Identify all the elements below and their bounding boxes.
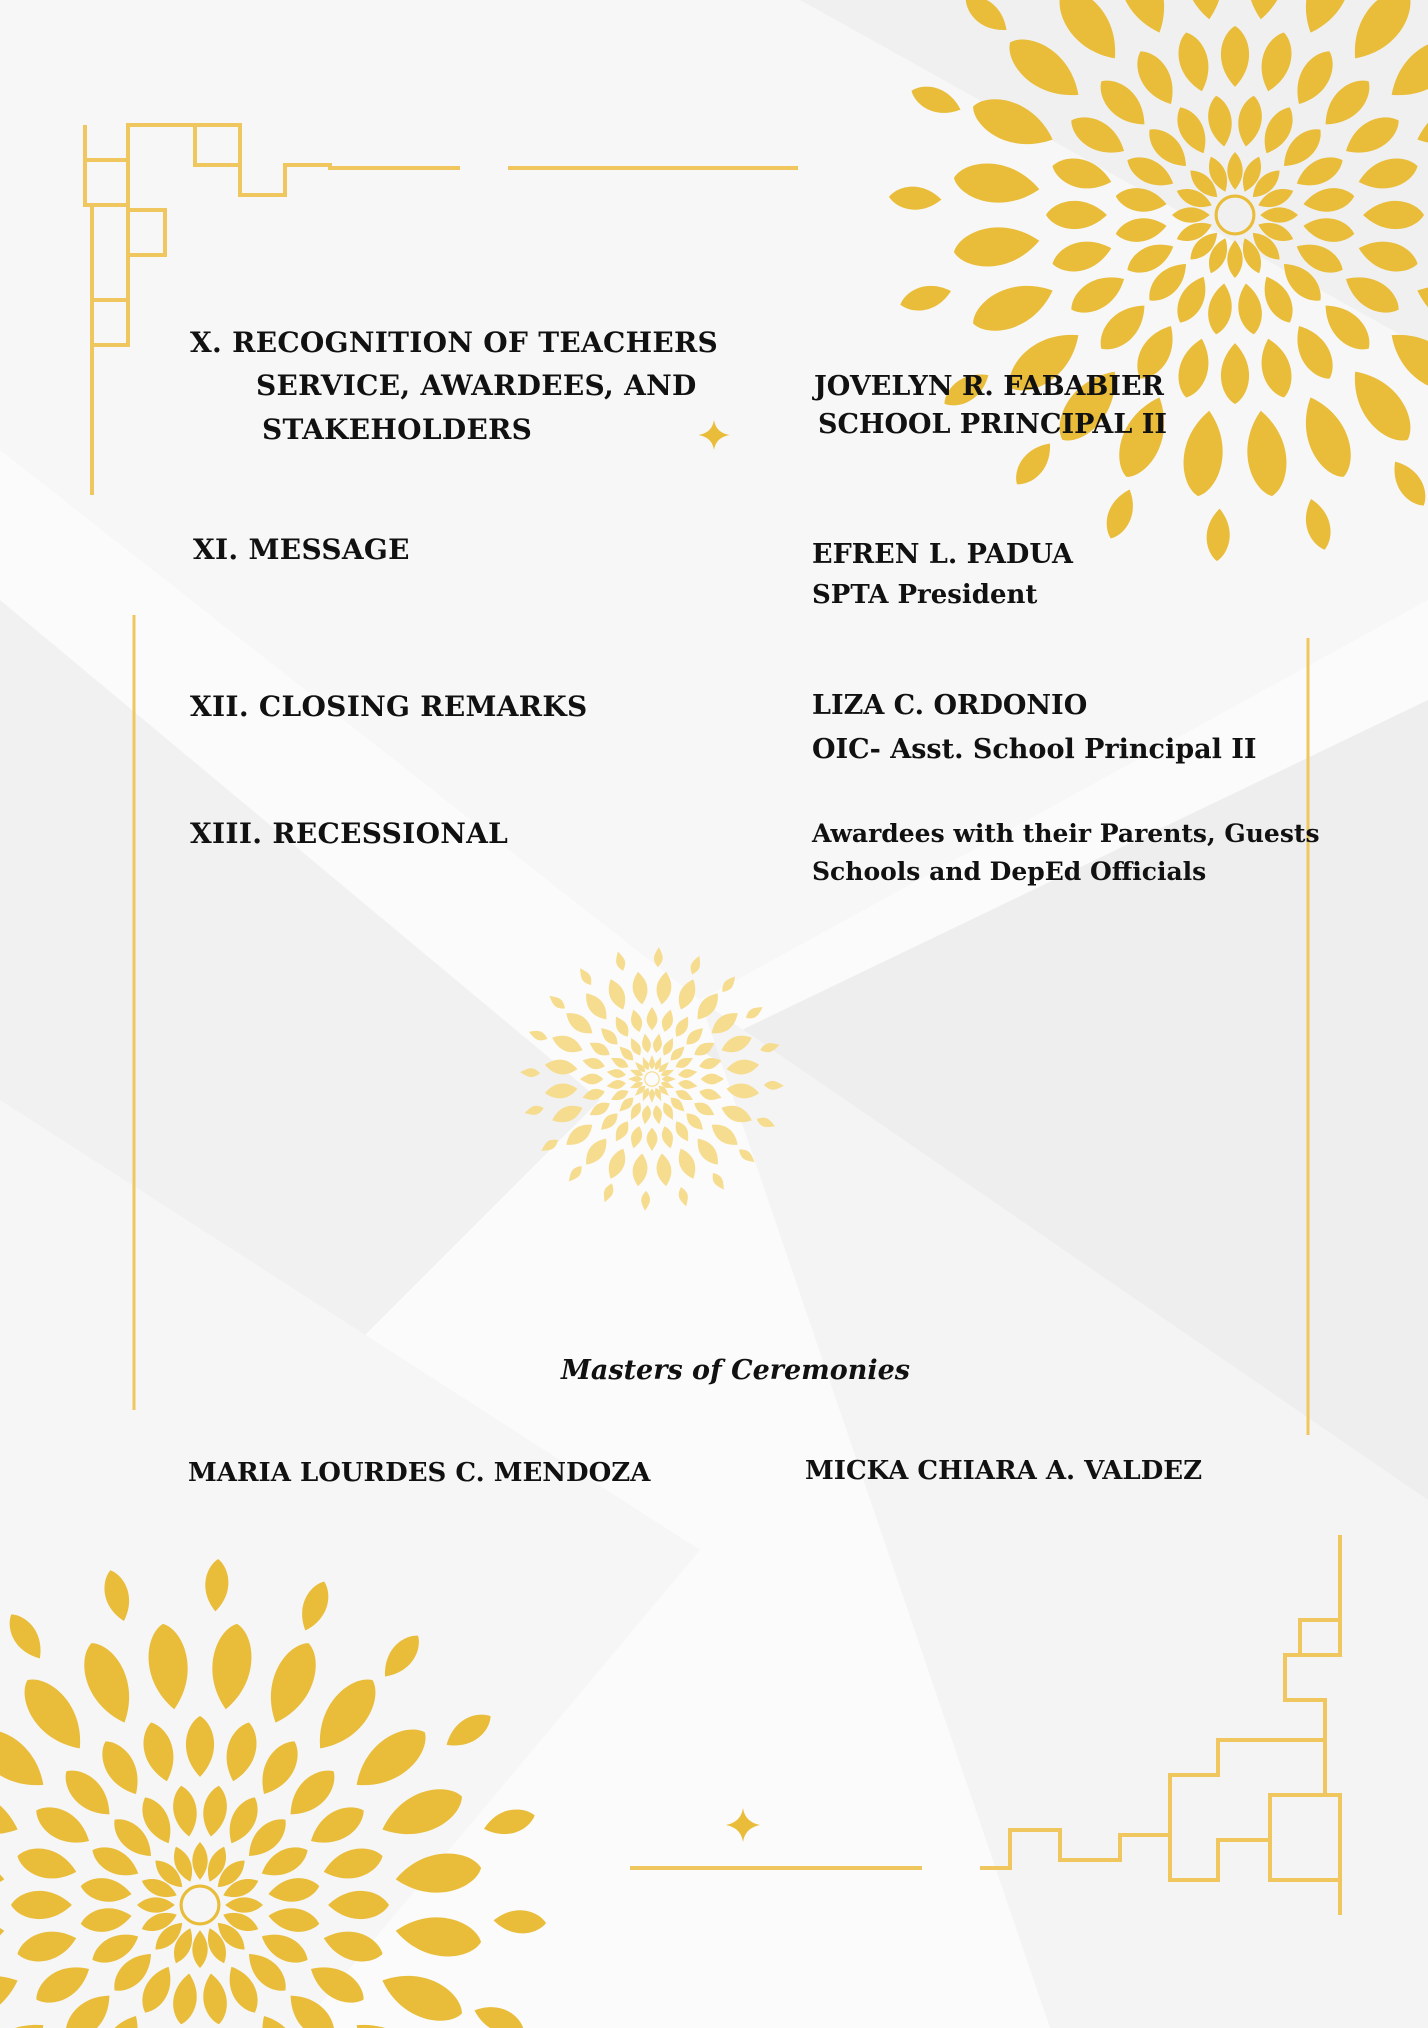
program-person-name: LIZA C. ORDONIO (812, 690, 1088, 721)
program-title-line: X. RECOGNITION OF TEACHERS (190, 326, 719, 359)
sparkle-icon (726, 1808, 760, 1842)
program-title-line: XII. CLOSING REMARKS (190, 690, 588, 723)
mandala-bottom-left (0, 1558, 547, 2028)
mandala-center (520, 947, 784, 1211)
masters-heading: Masters of Ceremonies (561, 1355, 910, 1386)
program-person-role: Schools and DepEd Officials (812, 857, 1207, 886)
master-name: MICKA CHIARA A. VALDEZ (805, 1456, 1203, 1486)
mandala-top-right (888, 0, 1428, 562)
program-person-role: OIC- Asst. School Principal II (812, 734, 1257, 765)
program-person-name: Awardees with their Parents, Guests (812, 819, 1320, 848)
program-title-line: XIII. RECESSIONAL (190, 817, 509, 850)
master-name: MARIA LOURDES C. MENDOZA (188, 1458, 651, 1488)
program-person-name: EFREN L. PADUA (812, 539, 1073, 570)
program-title-line: STAKEHOLDERS (262, 413, 533, 446)
program-person-role: SCHOOL PRINCIPAL II (818, 409, 1168, 440)
program-person-role: SPTA President (812, 580, 1038, 610)
program-title-line: SERVICE, AWARDEES, AND (256, 369, 697, 402)
corner-frame-bottom-right (630, 1535, 1340, 1915)
program-title-line: XI. MESSAGE (193, 533, 410, 566)
program-person-name: JOVELYN R. FABABIER (814, 371, 1164, 402)
sparkle-icon (698, 420, 730, 450)
